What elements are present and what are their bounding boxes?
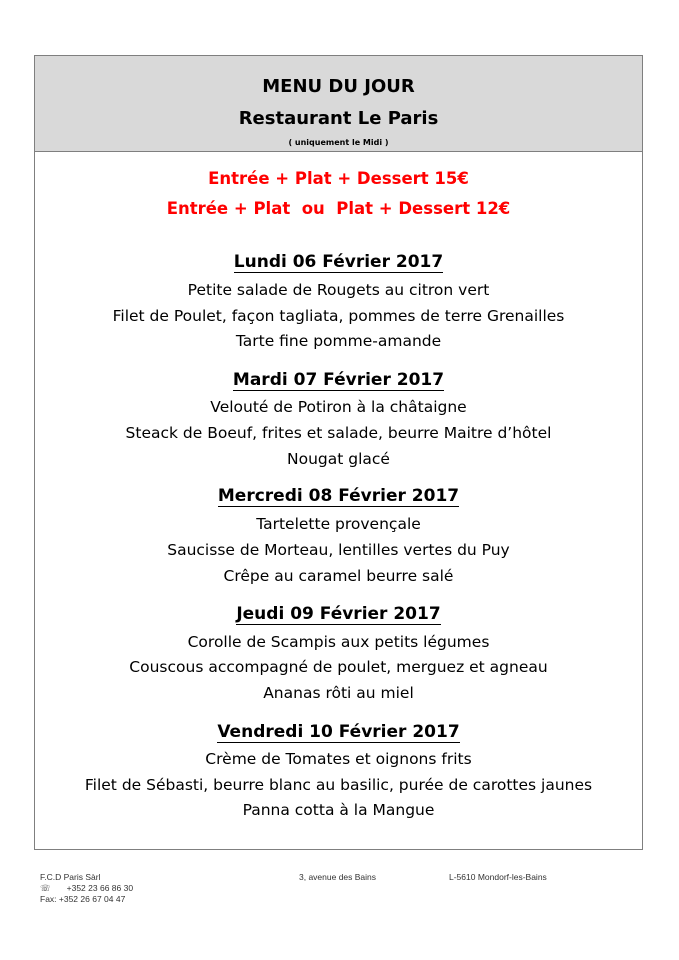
dish-main: Filet de Poulet, façon tagliata, pommes de terre Grenailles <box>112 307 565 325</box>
price-line-short: Entrée + Plat ou Plat + Dessert 12€ <box>166 199 511 218</box>
fax-number: Fax: +352 26 67 04 47 <box>40 894 126 904</box>
menu-title: MENU DU JOUR <box>262 76 415 97</box>
phone-icon: ☏ <box>40 883 51 893</box>
dish-starter: Tartelette provençale <box>256 515 421 533</box>
dish-dessert: Panna cotta à la Mangue <box>242 801 435 819</box>
day-heading <box>35 486 642 507</box>
footer-city: L-5610 Mondorf-les-Bains <box>449 872 547 882</box>
dish-main: Steack de Boeuf, frites et salade, beurre Maitre d’hôtel <box>125 424 552 442</box>
menu-header <box>34 55 643 152</box>
dish-dessert: Ananas rôti au miel <box>263 684 414 702</box>
day-title: Jeudi 09 Février 2017 <box>236 604 441 624</box>
day-heading <box>35 252 642 273</box>
dish-starter: Petite salade de Rougets au citron vert <box>187 281 490 299</box>
day-heading <box>35 604 642 625</box>
day-title: Mercredi 08 Février 2017 <box>217 486 460 506</box>
dish-starter: Corolle de Scampis aux petits légumes <box>187 633 490 651</box>
dish-starter: Crème de Tomates et oignons frits <box>205 750 472 768</box>
day-heading <box>35 370 642 391</box>
price-line-full: Entrée + Plat + Dessert 15€ <box>208 169 469 188</box>
day-title: Mardi 07 Février 2017 <box>232 370 445 390</box>
dish-main: Filet de Sébasti, beurre blanc au basilic, purée de carottes jaunes <box>84 776 593 794</box>
dish-starter: Velouté de Potiron à la châtaigne <box>210 398 467 416</box>
phone-line <box>40 883 133 894</box>
dish-main: Couscous accompagné de poulet, merguez et agneau <box>129 658 548 676</box>
company-name: F.C.D Paris Sàrl <box>40 872 101 882</box>
footer-contact <box>40 872 133 905</box>
service-note: ( uniquement le Midi ) <box>288 138 389 147</box>
menu-body <box>34 152 643 850</box>
day-heading <box>35 722 642 743</box>
footer-address: 3, avenue des Bains <box>299 872 377 882</box>
day-title: Vendredi 10 Février 2017 <box>217 722 460 742</box>
dish-dessert: Crêpe au caramel beurre salé <box>223 567 454 585</box>
restaurant-name: Restaurant Le Paris <box>238 108 439 129</box>
dish-dessert: Nougat glacé <box>287 450 390 468</box>
day-title: Lundi 06 Février 2017 <box>233 252 444 272</box>
dish-main: Saucisse de Morteau, lentilles vertes du Puy <box>167 541 510 559</box>
dish-dessert: Tarte fine pomme-amande <box>235 332 442 350</box>
phone-number: +352 23 66 86 30 <box>66 883 134 893</box>
